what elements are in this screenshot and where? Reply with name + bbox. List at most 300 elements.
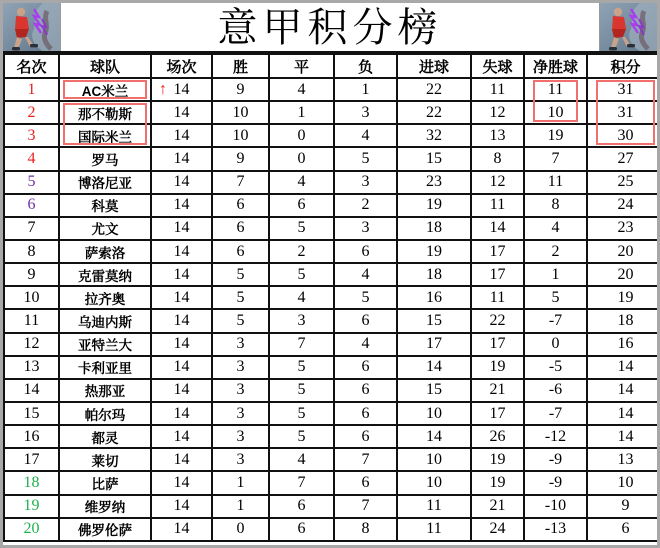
cell-gd: [524, 124, 587, 147]
ga-value: 22: [489, 311, 506, 329]
cell-rank: [4, 356, 59, 379]
cell-gd: [524, 356, 587, 379]
cell-pts: [587, 217, 660, 240]
gd-value: -7: [548, 404, 563, 422]
gd-value: -9: [548, 450, 563, 468]
cell-draw: [269, 471, 334, 494]
pts-value: 30: [617, 126, 634, 144]
cell-played: [151, 448, 212, 471]
gd-value: -6: [548, 381, 563, 399]
col-header-ga: 失球: [471, 54, 524, 78]
col-header-rank: 名次: [4, 54, 59, 78]
win-value: 9: [236, 149, 245, 167]
played-value: 14: [173, 149, 190, 167]
cell-pts: [587, 495, 660, 518]
gd-value: 8: [551, 196, 560, 214]
cell-win: [212, 448, 269, 471]
cell-gf: [397, 495, 471, 518]
rank-value: 8: [27, 242, 36, 260]
pts-value: 6: [621, 520, 630, 538]
gf-value: 10: [426, 404, 442, 422]
played-value: 14: [173, 450, 190, 468]
cell-gd: [524, 217, 587, 240]
loss-value: 8: [361, 520, 370, 538]
cell-played: [151, 171, 212, 194]
cell-pts: [587, 379, 660, 402]
ga-value: 11: [489, 196, 506, 214]
player-image-icon: [600, 3, 657, 51]
team-value: 莱切: [91, 453, 119, 469]
cell-gd: [524, 495, 587, 518]
cell-loss: [334, 194, 397, 217]
cell-gf: [397, 333, 471, 356]
table-row: [4, 194, 660, 217]
played-value: 14: [173, 381, 190, 399]
cell-win: [212, 356, 269, 379]
win-value: 1: [236, 473, 245, 491]
cell-draw: [269, 194, 334, 217]
played-value: 14: [173, 335, 190, 353]
cell-draw: [269, 379, 334, 402]
cell-draw: [269, 425, 334, 448]
table-row: [4, 356, 660, 379]
cell-team: [59, 124, 151, 147]
rank-value: 16: [23, 427, 40, 445]
table-row: [4, 124, 660, 147]
cell-draw: [269, 286, 334, 309]
cell-team: [59, 194, 151, 217]
cell-rank: [4, 425, 59, 448]
win-value: 0: [236, 520, 245, 538]
rank-value: 19: [23, 497, 40, 515]
loss-value: 3: [361, 219, 370, 237]
cell-pts: [587, 518, 660, 541]
cell-pts: [587, 471, 660, 494]
gf-value: 15: [426, 149, 442, 167]
gf-value: 14: [426, 427, 442, 445]
cell-gf: [397, 263, 471, 286]
col-header-team: 球队: [59, 54, 151, 78]
table-header: [4, 54, 660, 78]
team-value: 都灵: [91, 430, 119, 446]
cell-draw: [269, 448, 334, 471]
team-value: 克雷莫纳: [78, 268, 132, 284]
team-value: 博洛尼亚: [78, 176, 132, 192]
loss-value: 3: [361, 173, 370, 191]
cell-win: [212, 333, 269, 356]
cell-team: [59, 286, 151, 309]
rank-value: 4: [27, 149, 36, 167]
pts-value: 14: [617, 381, 634, 399]
cell-loss: [334, 402, 397, 425]
gd-value: -10: [544, 497, 567, 515]
cell-pts: [587, 194, 660, 217]
cell-gd: [524, 78, 587, 101]
cell-pts: [587, 124, 660, 147]
cell-team: [59, 356, 151, 379]
loss-value: 5: [361, 288, 370, 306]
cell-gd: [524, 379, 587, 402]
gf-value: 19: [426, 242, 442, 260]
cell-team: [59, 402, 151, 425]
cell-loss: [334, 263, 397, 286]
col-header-draw: 平: [269, 54, 334, 78]
team-value: 国际米兰: [78, 129, 132, 145]
cell-gf: [397, 402, 471, 425]
cell-ga: [471, 402, 524, 425]
gf-value: 10: [426, 450, 442, 468]
cell-win: [212, 147, 269, 170]
gf-value: 10: [426, 473, 442, 491]
gf-value: 22: [426, 80, 442, 98]
pts-value: 14: [617, 358, 634, 376]
win-value: 5: [236, 265, 245, 283]
cell-played: [151, 194, 212, 217]
ga-value: 13: [489, 126, 506, 144]
cell-win: [212, 402, 269, 425]
cell-pts: [587, 171, 660, 194]
cell-pts: [587, 309, 660, 332]
loss-value: 2: [361, 196, 370, 214]
ga-value: 17: [489, 404, 506, 422]
draw-value: 4: [297, 288, 306, 306]
cell-team: [59, 240, 151, 263]
cell-rank: [4, 309, 59, 332]
cell-team: [59, 309, 151, 332]
played-value: 14: [173, 520, 190, 538]
cell-win: [212, 263, 269, 286]
pts-value: 31: [617, 103, 634, 121]
cell-ga: [471, 78, 524, 101]
team-value: 佛罗伦萨: [78, 523, 132, 539]
cell-gf: [397, 240, 471, 263]
cell-team: [59, 495, 151, 518]
cell-rank: [4, 78, 59, 101]
cell-rank: [4, 448, 59, 471]
gd-value: -12: [544, 427, 567, 445]
cell-rank: [4, 471, 59, 494]
cell-rank: [4, 240, 59, 263]
cell-ga: [471, 333, 524, 356]
cell-draw: [269, 495, 334, 518]
played-value: 14: [173, 473, 190, 491]
cell-gf: [397, 286, 471, 309]
cell-gd: [524, 147, 587, 170]
standings-table: [3, 53, 660, 542]
pts-value: 20: [617, 242, 634, 260]
team-value: 比萨: [91, 476, 119, 492]
ga-value: 19: [489, 450, 506, 468]
loss-value: 6: [361, 311, 370, 329]
cell-played: [151, 379, 212, 402]
cell-loss: [334, 101, 397, 124]
loss-value: 6: [361, 381, 370, 399]
cell-gf: [397, 309, 471, 332]
draw-value: 0: [297, 149, 306, 167]
cell-team: [59, 78, 151, 101]
ga-value: 21: [489, 381, 506, 399]
cell-win: [212, 194, 269, 217]
table-row: [4, 101, 660, 124]
pts-value: 24: [617, 196, 634, 214]
table-row: [4, 448, 660, 471]
cell-win: [212, 495, 269, 518]
draw-value: 5: [297, 427, 306, 445]
loss-value: 6: [361, 358, 370, 376]
cell-ga: [471, 217, 524, 240]
cell-played: [151, 495, 212, 518]
draw-value: 1: [297, 103, 306, 121]
cell-draw: [269, 240, 334, 263]
title-bar: [3, 3, 657, 53]
cell-gf: [397, 124, 471, 147]
gf-value: 11: [426, 520, 442, 538]
ga-value: 26: [489, 427, 506, 445]
win-value: 5: [236, 288, 245, 306]
gd-value: 19: [547, 126, 564, 144]
cell-draw: [269, 147, 334, 170]
table-row: [4, 217, 660, 240]
draw-value: 6: [297, 196, 306, 214]
team-value: 卡利亚里: [78, 361, 132, 377]
cell-win: [212, 124, 269, 147]
cell-gd: [524, 101, 587, 124]
table-row: [4, 333, 660, 356]
cell-gf: [397, 217, 471, 240]
win-value: 6: [236, 196, 245, 214]
cell-draw: [269, 356, 334, 379]
played-value: 14: [173, 311, 190, 329]
pts-value: 10: [617, 473, 634, 491]
table-row: [4, 471, 660, 494]
gd-value: -13: [544, 520, 567, 538]
cell-rank: [4, 194, 59, 217]
ga-value: 12: [489, 103, 506, 121]
rank-value: 11: [23, 311, 40, 329]
cell-win: [212, 309, 269, 332]
cell-loss: [334, 356, 397, 379]
page-title: 意甲积分榜: [217, 5, 443, 50]
rank-value: 2: [27, 103, 36, 121]
pts-value: 18: [617, 311, 634, 329]
team-value: 帕尔玛: [84, 407, 126, 423]
win-value: 1: [236, 497, 245, 515]
draw-value: 6: [297, 497, 306, 515]
team-value: 萨索洛: [84, 245, 126, 261]
cell-draw: [269, 402, 334, 425]
rank-value: 5: [27, 173, 36, 191]
cell-rank: [4, 286, 59, 309]
col-header-pts: 积分: [587, 54, 660, 78]
loss-value: 4: [361, 335, 370, 353]
cell-pts: [587, 356, 660, 379]
col-header-gd: 净胜球: [524, 54, 587, 78]
draw-value: 5: [297, 358, 306, 376]
team-value: 尤文: [91, 222, 119, 238]
loss-value: 4: [361, 265, 370, 283]
cell-loss: [334, 171, 397, 194]
gf-value: 16: [426, 288, 442, 306]
team-value: 拉齐奥: [84, 291, 126, 307]
cell-loss: [334, 217, 397, 240]
cell-gf: [397, 448, 471, 471]
gd-value: -9: [548, 473, 563, 491]
loss-value: 4: [361, 126, 370, 144]
win-value: 3: [236, 450, 245, 468]
cell-team: [59, 448, 151, 471]
cell-rank: [4, 333, 59, 356]
gf-value: 23: [426, 173, 442, 191]
rank-value: 1: [27, 80, 36, 98]
cell-win: [212, 78, 269, 101]
cell-played: [151, 217, 212, 240]
cell-draw: [269, 124, 334, 147]
cell-loss: [334, 495, 397, 518]
cell-ga: [471, 263, 524, 286]
team-value: 热那亚: [84, 384, 126, 400]
team-value: 科莫: [91, 199, 119, 215]
cell-gd: [524, 425, 587, 448]
win-value: 3: [236, 381, 245, 399]
played-value: 14: [173, 219, 190, 237]
table-row: [4, 518, 660, 541]
rank-value: 3: [27, 126, 36, 144]
cell-played: [151, 240, 212, 263]
win-value: 3: [236, 358, 245, 376]
draw-value: 5: [297, 404, 306, 422]
cell-pts: [587, 147, 660, 170]
draw-value: 4: [297, 450, 306, 468]
player-photo-right: [599, 3, 657, 51]
cell-played: [151, 425, 212, 448]
cell-rank: [4, 101, 59, 124]
gd-value: 4: [551, 219, 560, 237]
draw-value: 5: [297, 219, 306, 237]
pts-value: 20: [617, 265, 634, 283]
pts-value: 31: [617, 80, 634, 98]
played-value: 14: [173, 80, 190, 98]
cell-ga: [471, 495, 524, 518]
table-row: [4, 286, 660, 309]
col-header-gf: 进球: [397, 54, 471, 78]
played-value: 14: [173, 497, 190, 515]
table-row: [4, 402, 660, 425]
player-image-icon: [3, 3, 60, 51]
cell-played: [151, 101, 212, 124]
rank-value: 17: [23, 450, 40, 468]
loss-value: 6: [361, 242, 370, 260]
cell-loss: [334, 448, 397, 471]
pts-value: 14: [617, 427, 634, 445]
cell-played: [151, 518, 212, 541]
standings-body: [4, 78, 660, 541]
team-value: 维罗纳: [84, 500, 126, 516]
cell-loss: [334, 333, 397, 356]
cell-gd: [524, 333, 587, 356]
cell-ga: [471, 379, 524, 402]
ga-value: 21: [489, 497, 506, 515]
rank-value: 20: [23, 520, 40, 538]
rank-value: 9: [27, 265, 36, 283]
table-row: [4, 240, 660, 263]
team-value: 亚特兰大: [78, 338, 132, 354]
ga-value: 17: [489, 265, 506, 283]
cell-gf: [397, 471, 471, 494]
rank-value: 18: [23, 473, 40, 491]
played-value: 14: [173, 265, 190, 283]
cell-pts: [587, 286, 660, 309]
cell-win: [212, 379, 269, 402]
loss-value: 6: [361, 427, 370, 445]
cell-ga: [471, 356, 524, 379]
team-value: 那不勒斯: [78, 106, 132, 122]
cell-team: [59, 171, 151, 194]
cell-rank: [4, 379, 59, 402]
team-value: 乌迪内斯: [78, 314, 132, 330]
cell-team: [59, 518, 151, 541]
cell-played: [151, 147, 212, 170]
draw-value: 2: [297, 242, 306, 260]
draw-value: 0: [297, 126, 306, 144]
draw-value: 5: [297, 381, 306, 399]
cell-pts: [587, 240, 660, 263]
played-value: 14: [173, 427, 190, 445]
played-value: 14: [173, 242, 190, 260]
rank-value: 15: [23, 404, 40, 422]
cell-pts: [587, 78, 660, 101]
ga-value: 12: [489, 173, 506, 191]
gf-value: 18: [426, 265, 442, 283]
cell-rank: [4, 518, 59, 541]
cell-played: [151, 286, 212, 309]
cell-loss: [334, 471, 397, 494]
pts-value: 9: [621, 497, 630, 515]
draw-value: 6: [297, 520, 306, 538]
cell-ga: [471, 448, 524, 471]
cell-gf: [397, 194, 471, 217]
draw-value: 4: [297, 80, 306, 98]
ga-value: 17: [489, 335, 506, 353]
cell-win: [212, 425, 269, 448]
cell-rank: [4, 217, 59, 240]
cell-ga: [471, 124, 524, 147]
win-value: 6: [236, 242, 245, 260]
gf-value: 19: [426, 196, 442, 214]
cell-team: [59, 217, 151, 240]
team-value: AC米兰: [81, 83, 129, 99]
cell-played: [151, 333, 212, 356]
gf-value: 17: [426, 335, 442, 353]
cell-pts: [587, 448, 660, 471]
cell-gd: [524, 518, 587, 541]
ga-value: 11: [489, 288, 506, 306]
draw-value: 7: [297, 335, 306, 353]
cell-loss: [334, 240, 397, 263]
cell-draw: [269, 217, 334, 240]
ga-value: 8: [493, 149, 502, 167]
cell-ga: [471, 194, 524, 217]
gd-value: 11: [547, 173, 564, 191]
ga-value: 24: [489, 520, 506, 538]
draw-value: 4: [297, 173, 306, 191]
gd-value: 2: [551, 242, 560, 260]
pts-value: 23: [617, 219, 634, 237]
cell-loss: [334, 518, 397, 541]
played-value: 14: [173, 196, 190, 214]
win-value: 5: [236, 311, 245, 329]
cell-draw: [269, 101, 334, 124]
cell-win: [212, 240, 269, 263]
